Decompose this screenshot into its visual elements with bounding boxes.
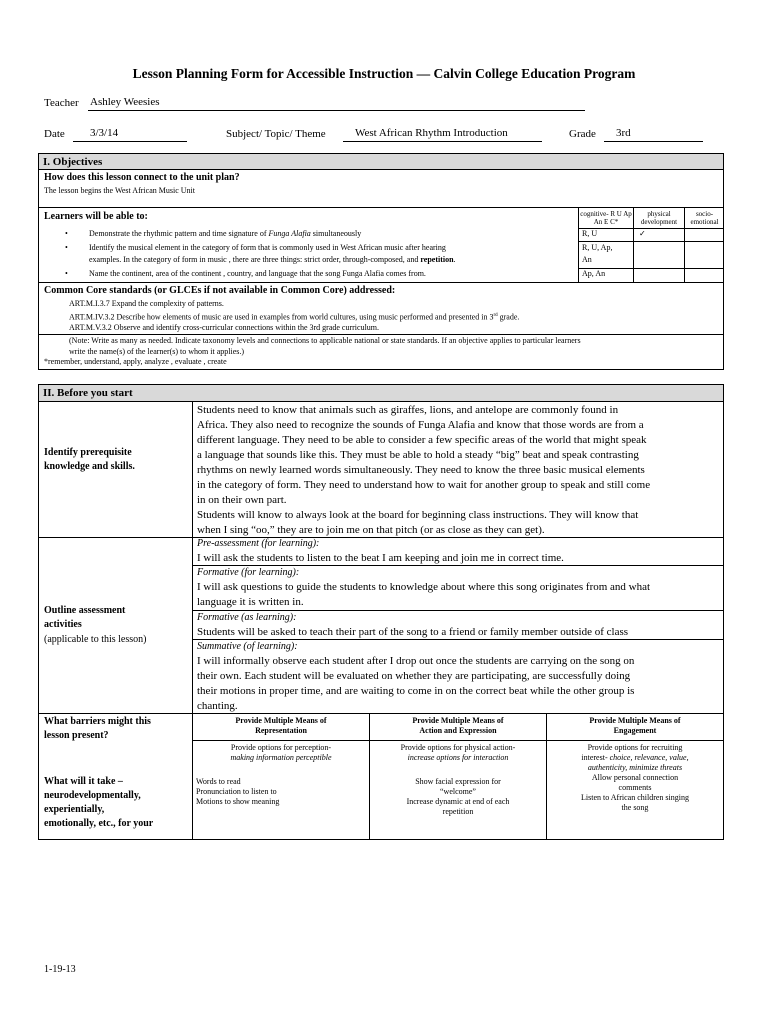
objective-2-emphasis: repetition — [420, 255, 454, 264]
text-line: in the category of form. They need to understand how to wait for another group to speak and still come — [197, 479, 651, 491]
representation-cell[interactable] — [193, 743, 369, 807]
header-line: Provide Multiple Means of — [412, 716, 504, 725]
subject-label: Subject/ Topic/ Theme — [226, 128, 326, 140]
learners-heading: Learners will be able to: — [44, 211, 148, 222]
teacher-label: Teacher — [44, 97, 79, 109]
action-item: Show facial expression for — [415, 777, 501, 786]
formative-for-text[interactable] — [197, 580, 650, 610]
objective-1-text-end: simultaneously — [310, 229, 362, 238]
note-line-1: (Note: Write as many as needed. Indicate taxonomy levels and connections to applicable national or state standards. If an objective applies to particular learners — [69, 336, 581, 345]
objective-1-text: Demonstrate the rhythmic pattern and time signature of — [89, 229, 269, 238]
objective-3-cognitive[interactable]: Ap, An — [582, 269, 606, 278]
text-line: their own. Each student will be evaluated on whether they are participating, are successfully doing — [197, 670, 631, 682]
grid-line — [684, 207, 685, 282]
divider — [192, 565, 723, 566]
representation-line-2: making information perceptible — [230, 753, 332, 762]
col-header-physical: physical development — [640, 210, 678, 226]
note-line-2: write the name(s) of the learner(s) to whom it applies.) — [69, 347, 245, 356]
standard-2-text: ART.M.IV.3.2 Describe how elements of music are used in examples from world cultures, using music performed and presented in 3 — [69, 312, 494, 322]
subject-value[interactable]: West African Rhythm Introduction — [355, 127, 508, 139]
divider — [192, 639, 723, 640]
grade-label: Grade — [569, 128, 596, 140]
header-line: Engagement — [613, 726, 657, 735]
representation-item: Pronunciation to listen to — [196, 787, 277, 796]
formative-for-label: Formative (for learning): — [197, 567, 300, 578]
pre-assessment-label: Pre-assessment (for learning): — [197, 538, 320, 549]
engagement-cell[interactable] — [547, 743, 723, 813]
assessment-label-1: Outline assessment — [44, 605, 126, 616]
date-value[interactable]: 3/3/14 — [90, 127, 119, 139]
text-line: chanting. — [197, 700, 238, 712]
engagement-line-2-italic: choice, relevance, value, — [609, 753, 689, 762]
summative-text[interactable] — [197, 654, 634, 714]
text-line: rhythms on newly learned words simultaneously. They need to know the three basic musical elements — [197, 464, 645, 476]
objective-1-cognitive[interactable]: R, U — [582, 229, 598, 238]
action-line-2: increase options for interaction — [407, 753, 509, 762]
udl-header-action — [370, 716, 546, 736]
take-label-2: neurodevelopmentally, — [44, 790, 141, 801]
objective-2-line2[interactable] — [89, 255, 456, 265]
objective-1[interactable] — [89, 229, 361, 239]
take-label-1: What will it take – — [44, 776, 123, 787]
assessment-label-3: (applicable to this lesson) — [44, 634, 147, 645]
standard-2-superscript: rd — [493, 313, 498, 318]
spacer — [370, 763, 546, 777]
grade-value[interactable]: 3rd — [616, 127, 631, 139]
representation-line-1: Provide options for perception- — [230, 743, 332, 752]
divider — [39, 334, 723, 335]
udl-header-representation — [193, 716, 369, 736]
text-line: language it is written in. — [197, 596, 304, 608]
date-label: Date — [44, 128, 65, 140]
engagement-item: Allow personal connection — [591, 773, 679, 782]
udl-header-engagement — [547, 716, 723, 736]
pre-assessment-text[interactable]: I will ask the students to listen to the beat I am keeping and join me in correct time. — [197, 552, 564, 564]
divider — [192, 740, 723, 741]
text-line: Students need to know that animals such as giraffes, lions, and antelope are commonly found in — [197, 404, 619, 416]
standard-2[interactable] — [69, 311, 519, 323]
standard-3[interactable]: ART.M.V.3.2 Observe and identify cross-curricular connections within the 3rd grade curriculum. — [69, 323, 380, 332]
text-line: different language. They need to be able to consider a few specific areas of the world that might speak — [197, 434, 647, 446]
unit-connection-answer[interactable]: The lesson begins the West African Music Unit — [44, 186, 195, 195]
action-item: repetition — [442, 807, 474, 816]
assessment-label-2: activities — [44, 619, 82, 630]
representation-item: Motions to show meaning — [196, 797, 280, 806]
standard-2-tail: grade. — [497, 312, 520, 322]
engagement-line-2-plain: interest- — [581, 753, 610, 762]
text-line: I will ask questions to guide the students to knowledge about where this song originates from and what — [197, 581, 651, 593]
prereq-label-2: knowledge and skills. — [44, 461, 135, 472]
summative-label: Summative (of learning): — [197, 641, 298, 652]
divider — [39, 713, 723, 714]
before-section — [38, 384, 724, 840]
formative-as-label: Formative (as learning): — [197, 612, 297, 623]
action-line-1: Provide options for physical action- — [400, 743, 516, 752]
objective-2-cognitive-1[interactable]: R, U, Ap, — [582, 243, 613, 252]
note-line-3: *remember, understand, apply, analyze , evaluate , create — [44, 357, 227, 366]
engagement-item: Listen to African children singing — [581, 793, 689, 802]
subject-underline — [343, 141, 542, 142]
action-item: Increase dynamic at end of each — [406, 797, 510, 806]
col-header-cognitive: cognitive- R U Ap An E C* — [580, 210, 632, 226]
engagement-line-3: authenticity, minimize threats — [587, 763, 683, 772]
checkmark-icon[interactable]: ✓ — [639, 229, 646, 238]
grade-underline — [604, 141, 703, 142]
grid-line — [578, 241, 723, 242]
text-line: Africa. They also need to recognize the sounds of Funga Alafia and know that those words are from a — [197, 419, 644, 431]
take-label-4: emotionally, etc., for your — [44, 818, 154, 829]
take-label-3: experientially, — [44, 804, 105, 815]
text-line: their motions in proper time, and are waiting to come in on the correct beat while the other group is — [197, 685, 635, 697]
divider — [192, 610, 723, 611]
engagement-line-2 — [547, 753, 723, 763]
objective-2-cognitive-2[interactable]: An — [582, 255, 592, 264]
objective-1-song: Funga Alafia — [268, 229, 311, 238]
header-line: Action and Expression — [419, 726, 497, 735]
bullet: • — [65, 229, 68, 238]
text-line: a language that sounds like this. They must be able to hold a steady “big” beat and speak contrasting — [197, 449, 639, 461]
engagement-line-1: Provide options for recruiting — [587, 743, 683, 752]
teacher-underline — [88, 110, 585, 111]
grid-line — [578, 228, 723, 229]
prereq-text[interactable] — [197, 403, 650, 538]
date-underline — [73, 141, 187, 142]
objectives-header: I. Objectives — [39, 154, 723, 170]
standards-heading: Common Core standards (or GLCEs if not available in Common Core) addressed: — [44, 285, 396, 296]
unit-connection-question: How does this lesson connect to the unit plan? — [44, 172, 240, 183]
form-title: Lesson Planning Form for Accessible Instruction — Calvin College Education Program — [132, 66, 636, 81]
objective-2-line1[interactable]: Identify the musical element in the category of form that is commonly used in West African music after hearing — [89, 243, 446, 252]
barriers-label-1: What barriers might this — [44, 716, 151, 727]
spacer — [193, 763, 369, 777]
representation-item: Words to read — [196, 777, 241, 786]
barriers-label-2: lesson present? — [44, 730, 109, 741]
teacher-value[interactable]: Ashley Weesies — [90, 96, 160, 108]
action-item: “welcome” — [440, 787, 476, 796]
objective-3[interactable]: Name the continent, area of the continent , country, and language that the song Funga Alafia comes from. — [89, 269, 426, 278]
text-line: when I sing “oo,” they are to join me on that pitch (or as close as they can get). — [197, 524, 545, 536]
divider — [39, 282, 723, 283]
grid-line — [633, 207, 634, 282]
divider — [39, 537, 723, 538]
text-line: in on their own part. — [197, 494, 287, 506]
prereq-label-1: Identify prerequisite — [44, 447, 132, 458]
action-cell[interactable] — [370, 743, 546, 817]
header-line: Provide Multiple Means of — [589, 716, 681, 725]
objectives-section — [38, 153, 724, 370]
text-line: I will informally observe each student after I drop out once the students are carrying on the song on — [197, 655, 635, 667]
col-header-socio: socio- emotional — [690, 210, 719, 226]
objective-2-period: . — [453, 255, 456, 264]
header-line: Representation — [255, 726, 307, 735]
standard-1[interactable]: ART.M.I.3.7 Expand the complexity of patterns. — [69, 299, 224, 308]
bullet: • — [65, 243, 68, 252]
engagement-item: comments — [618, 783, 652, 792]
before-header: II. Before you start — [39, 385, 723, 402]
bullet: • — [65, 269, 68, 278]
header-line: Provide Multiple Means of — [235, 716, 327, 725]
objective-2-text: examples. In the category of form in music , there are three things: strict order, through-composed, and — [89, 255, 421, 264]
text-line: Students will know to always look at the board for beginning class instructions. They will know that — [197, 509, 639, 521]
engagement-item: the song — [621, 803, 649, 812]
footer-date: 1-19-13 — [44, 964, 76, 975]
formative-as-text[interactable]: Students will be asked to teach their part of the song to a friend or family member outside of class — [197, 626, 629, 638]
divider — [39, 207, 723, 208]
